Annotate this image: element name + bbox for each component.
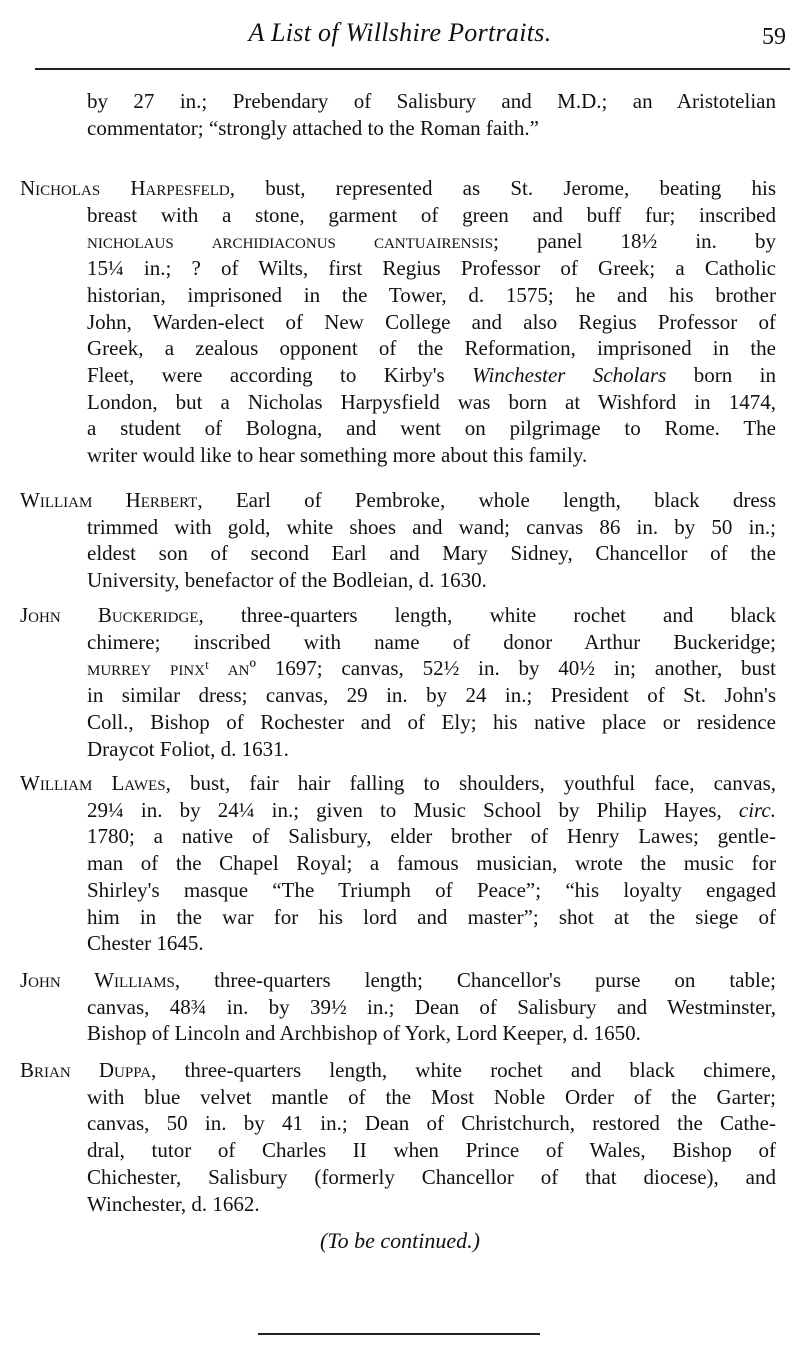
text-line	[20, 567, 776, 594]
text-line	[20, 1057, 776, 1084]
text-line	[20, 487, 776, 514]
text-segment: London, but a Nicholas Harpysfield was born at Wishford in 1474,	[87, 389, 776, 414]
text-segment: 15¼ in.; ? of Wilts, first Regius Professor of Greek; a Catholic	[87, 256, 776, 281]
text-segment: Greek, a zealous opponent of the Reformation, imprisoned in the	[87, 336, 776, 361]
text-segment: canvas, 50 in. by 41 in.; Dean of Christchurch, restored the Cathe-	[87, 1111, 776, 1136]
sitter-name: William Herbert	[20, 488, 198, 512]
text-line	[20, 442, 776, 469]
footer-rule	[258, 1333, 540, 1335]
text-segment: nicholaus archidiaconus cantuairensis	[87, 229, 494, 254]
text-segment: Fleet, were according to Kirby's	[87, 362, 473, 387]
text-line	[20, 930, 776, 957]
text-segment: , bust, fair hair falling to shoulders, youthful face, canvas,	[165, 771, 776, 795]
portrait-entry	[20, 770, 776, 957]
text-line	[20, 967, 776, 994]
text-segment: by 27 in.; Prebendary of Salisbury and M.D.; an Aristotelian	[87, 89, 776, 113]
text-segment: John, Warden-elect of New College and also Regius Professor of	[87, 309, 776, 334]
text-segment: dral, tutor of Charles II when Prince of Wales, Bishop of	[87, 1138, 776, 1163]
text-segment: chimere; inscribed with name of donor Arthur Buckeridge;	[87, 629, 776, 654]
portrait-entry	[20, 1057, 776, 1217]
text-segment: Coll., Bishop of Rochester and of Ely; his native place or residence	[87, 709, 776, 734]
text-segment: circ.	[738, 797, 776, 822]
text-segment: Draycot Foliot, d. 1631.	[87, 736, 289, 761]
text-line	[20, 682, 776, 709]
text-segment: breast with a stone, garment of green and buff fur; inscribed	[87, 202, 776, 227]
text-line	[20, 88, 776, 115]
text-line	[20, 175, 776, 202]
text-segment: him in the war for his lord and master”; shot at the siege of	[87, 904, 776, 929]
text-line	[20, 415, 776, 442]
text-segment: 1780; a native of Salisbury, elder brother of Henry Lawes; gentle-	[87, 824, 776, 849]
text-segment: Winchester, d. 1662.	[87, 1191, 260, 1216]
text-line	[20, 629, 776, 656]
text-line	[20, 335, 776, 362]
text-segment: historian, imprisoned in the Tower, d. 1575; he and his brother	[87, 282, 776, 307]
text-line	[20, 255, 776, 282]
text-line	[20, 877, 776, 904]
text-segment: trimmed with gold, white shoes and wand; canvas 86 in. by 50 in.;	[87, 514, 776, 539]
sitter-name: John Buckeridge	[20, 603, 199, 627]
text-line	[20, 736, 776, 763]
text-segment: Shirley's masque “The Triumph of Peace”; “his loyalty engaged	[87, 877, 776, 902]
text-line	[20, 514, 776, 541]
text-line	[20, 709, 776, 736]
text-segment: with blue velvet mantle of the Most Noble Order of the Garter;	[87, 1084, 776, 1109]
sitter-name: William Lawes	[20, 771, 166, 795]
text-segment: man of the Chapel Royal; a famous musician, wrote the music for	[87, 851, 776, 876]
text-segment: murrey pinxᵗ anº	[87, 656, 256, 681]
portrait-entry	[20, 175, 776, 469]
text-line	[20, 1020, 776, 1047]
text-segment: Bishop of Lincoln and Archbishop of York, Lord Keeper, d. 1650.	[87, 1021, 641, 1046]
sitter-name: John Williams	[20, 968, 175, 992]
page-number: 59	[762, 24, 786, 50]
header-rule	[35, 68, 790, 70]
to-be-continued-text: (To be continued.)	[320, 1228, 480, 1253]
text-segment: in similar dress; canvas, 29 in. by 24 in.; President of St. John's	[87, 683, 776, 708]
text-segment: commentator; “strongly attached to the Roman faith.”	[87, 115, 539, 140]
text-line	[20, 228, 776, 255]
text-line	[20, 770, 776, 797]
text-line	[20, 1110, 776, 1137]
sitter-name: Brian Duppa	[20, 1058, 152, 1082]
text-line	[20, 655, 776, 682]
continued-paragraph	[20, 88, 776, 141]
portrait-entry	[20, 967, 776, 1047]
sitter-name: Nicholas Harpesfeld	[20, 176, 230, 200]
text-line	[20, 994, 776, 1021]
text-segment: , three-quarters length; Chancellor's purse on table;	[174, 968, 776, 992]
text-line	[20, 1164, 776, 1191]
text-line	[20, 797, 776, 824]
text-line	[20, 309, 776, 336]
running-title: A List of Willshire Portraits.	[248, 18, 552, 47]
text-segment: , Earl of Pembroke, whole length, black dress	[197, 488, 776, 512]
text-segment: , bust, represented as St. Jerome, beating his	[229, 176, 776, 200]
text-segment: ; panel 18½ in. by	[493, 229, 776, 254]
text-line	[20, 115, 776, 142]
text-segment: writer would like to hear something more about this family.	[87, 443, 588, 468]
text-segment: canvas, 48¾ in. by 39½ in.; Dean of Salisbury and Westminster,	[87, 994, 776, 1019]
text-line	[20, 904, 776, 931]
text-segment: Chichester, Salisbury (formerly Chancellor of that diocese), and	[87, 1164, 776, 1189]
text-line	[20, 1191, 776, 1218]
text-line	[20, 850, 776, 877]
text-segment: , three-quarters length, white rochet and black chimere,	[151, 1058, 777, 1082]
text-segment: 29¼ in. by 24¼ in.; given to Music School by Philip Hayes,	[87, 797, 739, 822]
text-segment: eldest son of second Earl and Mary Sidney, Chancellor of the	[87, 541, 776, 566]
text-line	[20, 202, 776, 229]
text-line	[20, 282, 776, 309]
text-segment: Chester 1645.	[87, 931, 204, 956]
text-line	[20, 540, 776, 567]
portrait-entry	[20, 487, 776, 594]
to-be-continued	[0, 1228, 800, 1254]
text-segment: born in	[666, 362, 776, 387]
text-segment: 1697; canvas, 52½ in. by 40½ in; another, bust	[255, 656, 776, 681]
text-line	[20, 362, 776, 389]
text-line	[20, 823, 776, 850]
text-line	[20, 1084, 776, 1111]
text-line	[20, 389, 776, 416]
text-line	[20, 602, 776, 629]
text-segment: a student of Bologna, and went on pilgrimage to Rome. The	[87, 416, 776, 441]
text-segment: University, benefactor of the Bodleian, d. 1630.	[87, 568, 487, 593]
text-segment: , three-quarters length, white rochet and black	[198, 603, 776, 627]
text-segment: Winchester Scholars	[472, 362, 667, 387]
portrait-entry	[20, 602, 776, 762]
text-line	[20, 1137, 776, 1164]
